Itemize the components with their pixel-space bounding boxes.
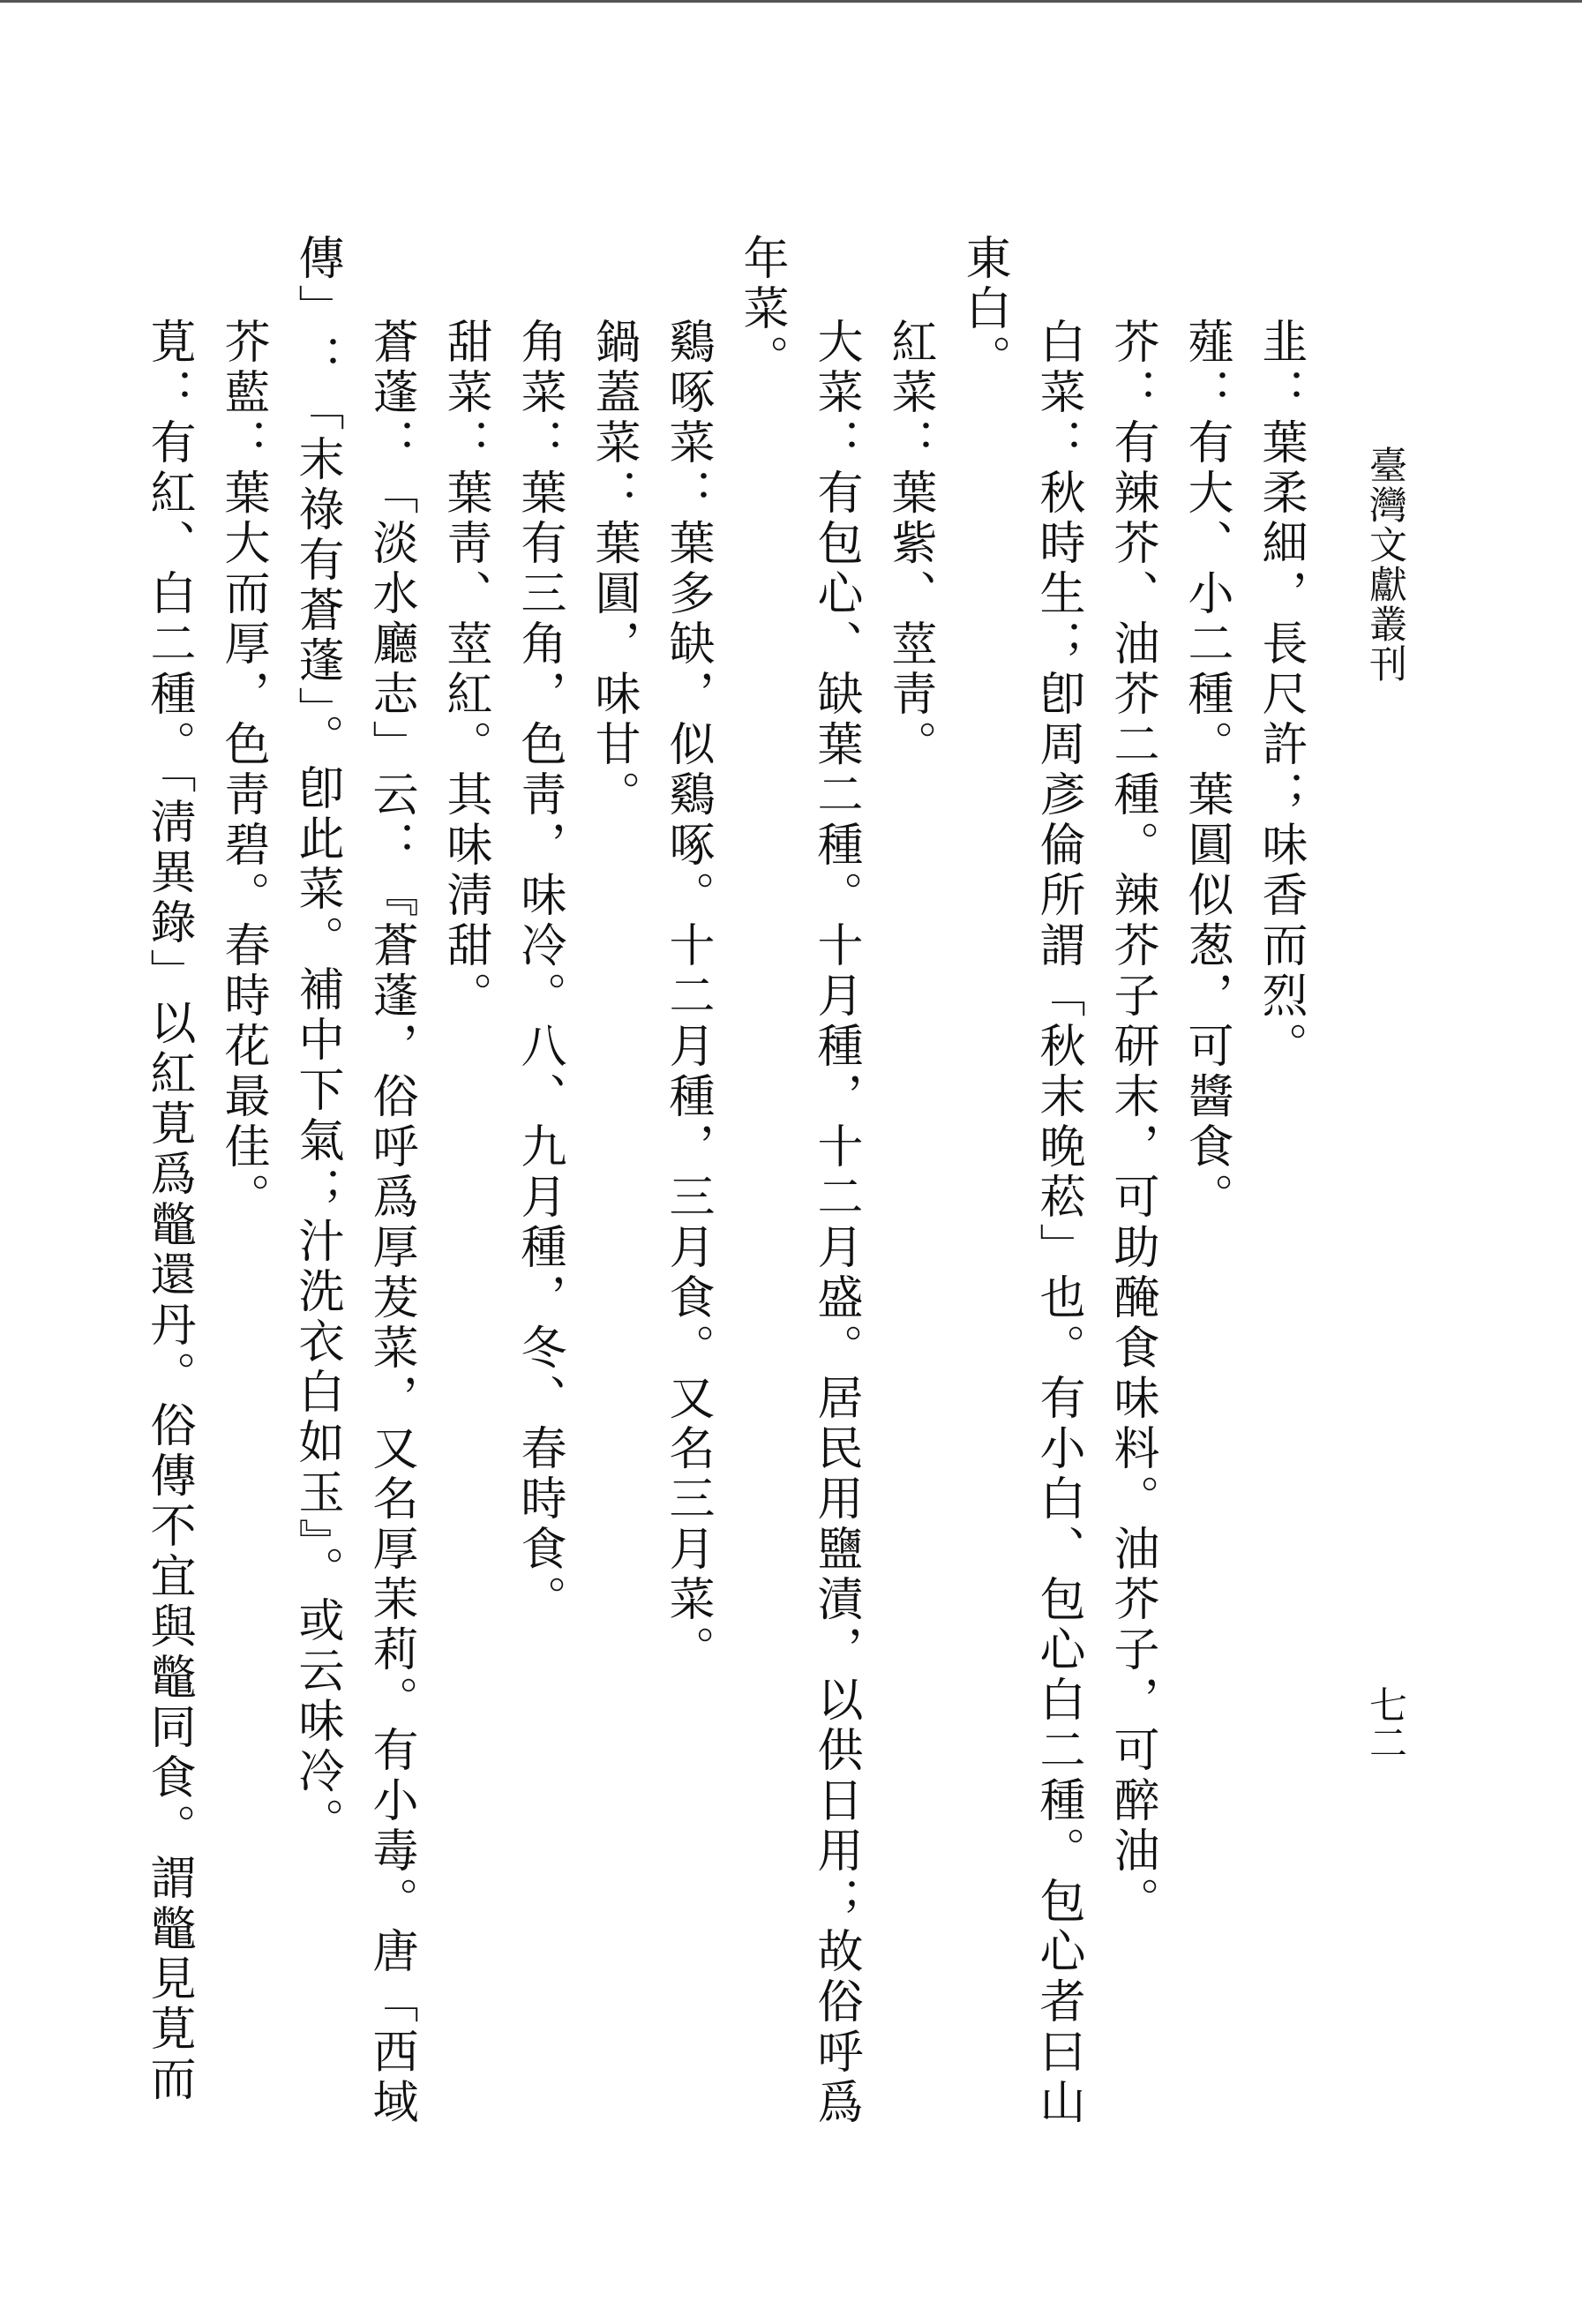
text-line: 芥：有辣芥、油芥二種。辣芥子研末，可助醃食味料。油芥子，可醉油。 <box>1106 318 1158 1927</box>
text-line: 傳」：「末祿有蒼蓬」。卽此菜。補中下氣；汁洗衣白如玉』。或云味冷。 <box>290 234 343 1848</box>
text-line: 蒼蓬：「淡水廳志」云：『蒼蓬，俗呼爲厚茇菜，又名厚茉莉。有小毒。唐「西域 <box>364 318 417 2128</box>
text-line: 紅菜：葉紫、莖靑。 <box>883 318 936 770</box>
text-line: 鷄啄菜：葉多缺，似鷄啄。十二月種，三月食。又名三月菜。 <box>661 318 714 1676</box>
text-line: 年菜。 <box>735 234 788 385</box>
text-line: 鍋蓋菜：葉圓，味甘。 <box>587 318 640 821</box>
text-line: 薤：有大、小二種。葉圓似葱，可醬食。 <box>1180 318 1233 1223</box>
text-line: 角菜：葉有三角，色靑，味冷。八、九月種，冬、春時食。 <box>513 318 566 1625</box>
text-line: 芥藍：葉大而厚，色靑碧。春時花最佳。 <box>216 318 269 1223</box>
text-line: 大菜：有包心、缺葉二種。十月種，十二月盛。居民用鹽漬，以供日用；故俗呼爲 <box>809 318 862 2128</box>
text-line: 東白。 <box>957 234 1010 385</box>
running-head-title: 臺灣文獻叢刊 <box>1363 446 1407 684</box>
text-line: 甜菜：葉靑、莖紅。其味淸甜。 <box>439 318 491 1022</box>
page-number: 七二 <box>1363 1685 1407 1761</box>
top-border-rule <box>0 0 1582 3</box>
text-line: 白菜：秋時生；卽周彥倫所謂「秋末晚菘」也。有小白、包心白二種。包心者曰山 <box>1031 318 1084 2128</box>
text-line: 韭：葉柔細，長尺許；味香而烈。 <box>1254 318 1307 1072</box>
text-line: 莧：有紅、白二種。「淸異錄」以紅莧爲鼈還丹。俗傳不宜與鼈同食。謂鼈見莧而 <box>142 318 195 2105</box>
